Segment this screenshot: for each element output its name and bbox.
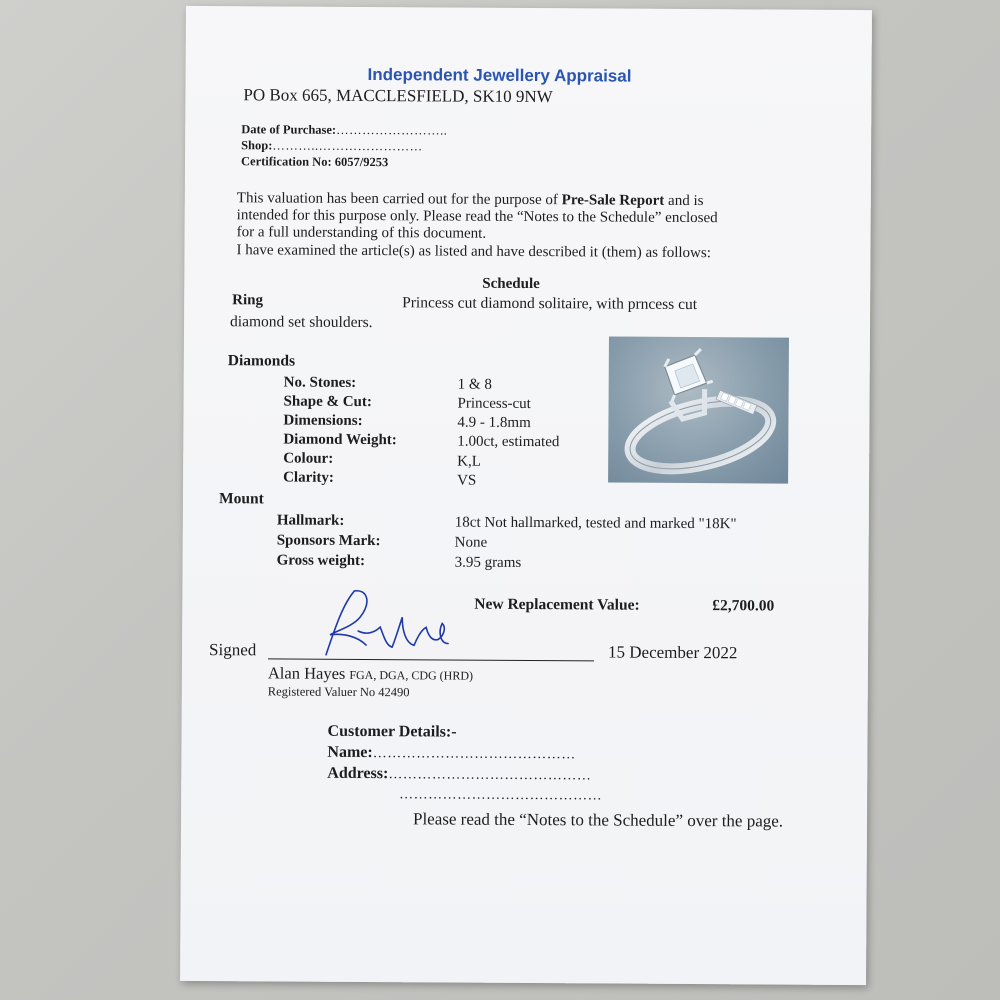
signature-date: 15 December 2022 (607, 642, 738, 663)
shop-dots: ………..…………………… (272, 138, 423, 154)
purpose-emphasis: Pre-Sale Report (561, 192, 665, 209)
footer-note: Please read the “Notes to the Schedule” over the page. (412, 809, 784, 831)
item-description-line-1: Princess cut diamond solitaire, with prncess cut (402, 294, 698, 314)
valuer-name: Alan Hayes (267, 663, 346, 683)
customer-address-field (327, 765, 591, 785)
mount-value-hallmark: 18ct Not hallmarked, tested and marked "18K" (454, 514, 737, 533)
intro-line-2: intended for this purpose only. Please read the “Notes to the Schedule” enclosed (236, 207, 718, 227)
intro-line-1-text: This valuation has been carried out for the purpose of (236, 190, 562, 209)
company-address: PO Box 665, MACCLESFIELD, SK10 9NW (243, 85, 553, 107)
intro-line-1-end: and is (664, 192, 704, 210)
customer-name-field (327, 744, 575, 764)
item-description-line-2: diamond set shoulders. (230, 313, 373, 332)
appraisal-document (180, 6, 872, 985)
shop-label: Shop: (241, 138, 273, 153)
diamonds-heading: Diamonds (227, 352, 296, 370)
item-label: Ring (232, 292, 264, 309)
mount-label-hallmark: Hallmark: (276, 512, 345, 529)
mount-value-gross-weight: 3.95 grams (454, 554, 522, 571)
signature-mark (314, 583, 464, 664)
spec-label-dimensions: Dimensions: (283, 412, 363, 430)
date-of-purchase-field (241, 122, 447, 138)
intro-line-3: for a full understanding of this document. (236, 224, 487, 242)
spec-label-shape: Shape & Cut: (283, 393, 372, 411)
date-of-purchase-label: Date of Purchase: (241, 122, 337, 137)
mount-label-sponsors: Sponsors Mark: (276, 532, 381, 550)
schedule-heading: Schedule (482, 275, 540, 293)
spec-label-weight: Diamond Weight: (283, 431, 397, 449)
spec-label-stones: No. Stones: (283, 374, 357, 391)
mount-label-gross-weight: Gross weight: (276, 552, 366, 570)
valuer-name-line (268, 663, 473, 684)
replacement-value-label: New Replacement Value: (474, 595, 640, 614)
replacement-value-amount: £2,700.00 (712, 597, 775, 615)
document-title: Independent Jewellery Appraisal (367, 65, 632, 86)
customer-name-label: Name: (327, 743, 373, 762)
intro-line-4: I have examined the article(s) as listed and have described it (them) as follows: (236, 242, 711, 262)
date-of-purchase-dots: …………………….. (336, 122, 448, 138)
customer-address-dots-line-2: …………………………………… (399, 787, 603, 804)
signed-label: Signed (208, 640, 257, 660)
spec-label-colour: Colour: (283, 450, 334, 467)
shop-field (241, 138, 423, 154)
ring-illustration (608, 337, 789, 484)
spec-value-clarity: VS (457, 472, 477, 489)
certification-number: Certification No: 6057/9253 (240, 154, 389, 170)
ring-photo (608, 337, 789, 484)
spec-label-clarity: Clarity: (283, 469, 334, 486)
spec-value-shape: Princess-cut (457, 395, 531, 413)
valuer-credentials: FGA, DGA, CDG (HRD) (349, 667, 474, 683)
customer-address-dots: …………………………………… (388, 767, 592, 784)
spec-value-stones: 1 & 8 (457, 376, 492, 393)
spec-value-dimensions: 4.9 - 1.8mm (457, 414, 531, 432)
valuer-registration: Registered Valuer No 42490 (267, 684, 410, 700)
mount-value-sponsors: None (454, 534, 488, 551)
spec-value-weight: 1.00ct, estimated (457, 433, 560, 451)
mount-heading: Mount (218, 490, 264, 508)
customer-name-dots: …………………………………… (372, 746, 576, 763)
spec-value-colour: K,L (457, 453, 482, 470)
customer-address-label: Address: (327, 764, 389, 783)
customer-details-heading: Customer Details:- (327, 722, 457, 741)
